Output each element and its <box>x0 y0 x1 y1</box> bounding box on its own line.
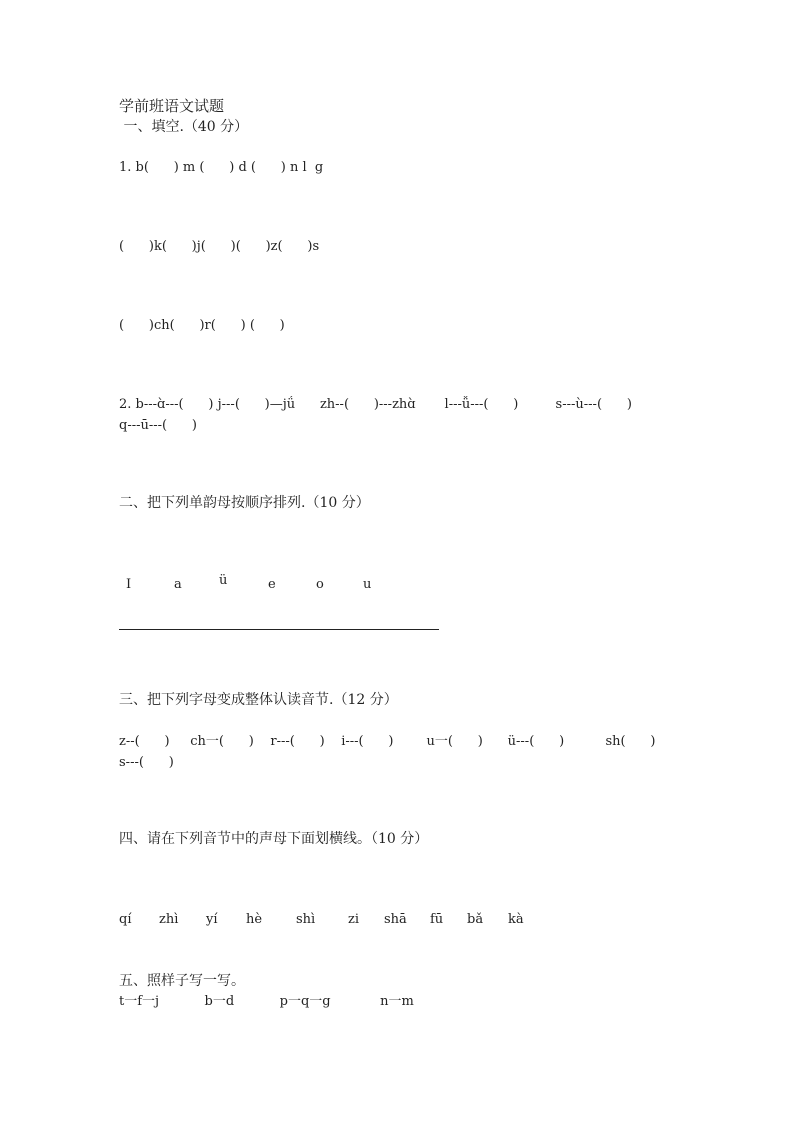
syllable: qí <box>119 912 132 927</box>
vowel-letter: I <box>126 577 132 592</box>
vowel-letter: o <box>316 577 324 592</box>
section1-line2: ( )k( )j( )( )z( )s <box>119 239 320 254</box>
syllable: shì <box>296 912 316 927</box>
syllable: zhì <box>159 912 179 927</box>
syllable: kà <box>508 912 524 927</box>
section1-line4a: 2. b---ɑ̀---( ) j---( )—jǘ zh--( )---zhɑ̀ l---ǚ---( ) s---ù---( ) <box>119 397 632 412</box>
vowel-letter: a <box>174 577 182 592</box>
vowel-letter: ü <box>219 573 228 588</box>
syllable: bǎ <box>467 912 484 927</box>
syllable: yí <box>206 912 218 927</box>
section2-heading: 二、把下列单韵母按顺序排列.（10 分） <box>119 495 370 511</box>
syllable: zi <box>348 912 360 927</box>
section1-heading: 一、填空.（40 分） <box>119 119 249 135</box>
section4-heading: 四、请在下列音节中的声母下面划横线。（10 分） <box>119 831 429 847</box>
syllable: shā <box>384 912 407 927</box>
section3-line2: s---( ) <box>119 755 174 770</box>
section1-line3: ( )ch( )r( ) ( ) <box>119 318 285 333</box>
section3-heading: 三、把下列字母变成整体认读音节.（12 分） <box>119 692 398 708</box>
section1-line4b: q---ū---( ) <box>119 418 197 433</box>
section5-heading: 五、照样子写一写。 <box>119 973 245 989</box>
syllable: fū <box>430 912 444 927</box>
vowel-letter: e <box>268 577 276 592</box>
vowel-letter: u <box>363 577 372 592</box>
section5-line1: t一f一j b一d p一q一g n一m <box>119 994 414 1009</box>
syllable: hè <box>246 912 263 927</box>
answer-line <box>119 629 439 630</box>
page-title: 学前班语文试题 <box>119 97 225 115</box>
section1-line1: 1. b( ) m ( ) d ( ) n l g <box>119 160 324 175</box>
section3-line1: z--( ) ch一( ) r---( ) i---( ) u一( ) ü---( ) sh( ) <box>119 734 656 749</box>
